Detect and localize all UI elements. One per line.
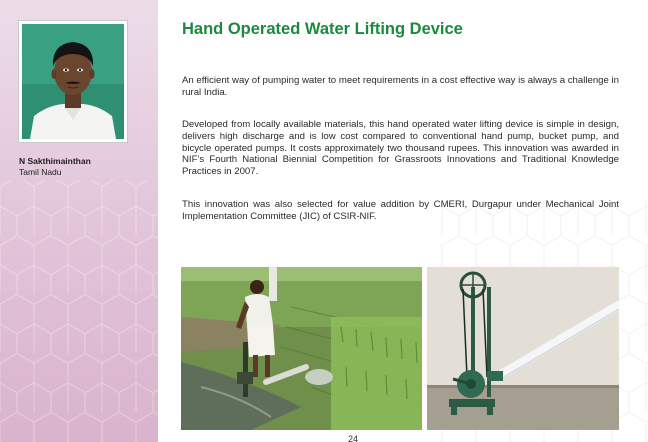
article-paragraph-3: This innovation was also selected for value addition by CMERI, Durgapur under Mechanical Joint Implementation Committee (JIC) of CSIR-NIF.	[182, 199, 619, 222]
page-number: 24	[348, 434, 359, 442]
article-paragraph-2: Developed from locally available materials, this hand operated water lifting device is simple in design, delivers high discharge and is low cost compared to conventional hand pump, bucket pump, and bicycle operated pumps. It costs approximately two thousand rupees. This innovation was awarded in NIF’s Fourth National Biennial Competition for Grassroots Innovations and Traditional Knowledge Practices in 2007.	[182, 119, 619, 178]
article-paragraph-1: An efficient way of pumping water to meet requirements in a cost effective way is always a challenge in rural India.	[182, 75, 619, 98]
person-name: N Sakthimainthan	[19, 156, 91, 166]
field-pump-photo	[181, 267, 422, 430]
article-title: Hand Operated Water Lifting Device	[182, 20, 463, 38]
person-location: Tamil Nadu	[19, 167, 62, 177]
portrait-photo	[22, 24, 124, 139]
portrait-photo-frame	[18, 20, 128, 143]
pump-device-photo	[427, 267, 619, 430]
